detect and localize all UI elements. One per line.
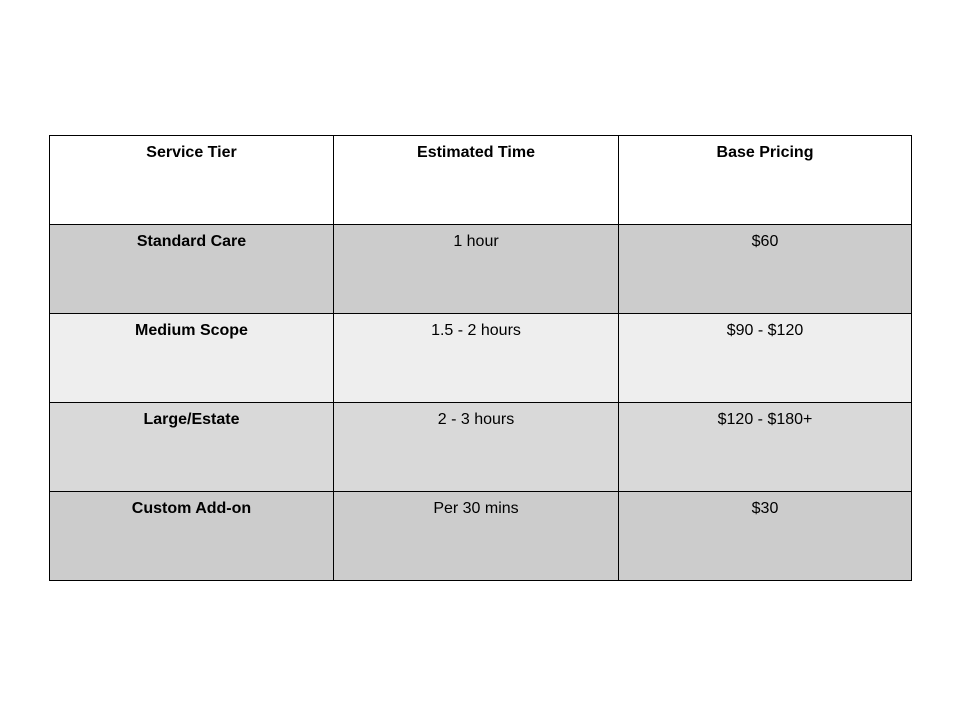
- table-header-row: [50, 136, 912, 225]
- base-pricing-cell: $120 - $180+: [619, 403, 912, 492]
- service-tier-cell: Custom Add-on: [50, 492, 334, 581]
- base-pricing-cell: $90 - $120: [619, 314, 912, 403]
- table-row: [50, 403, 912, 492]
- service-tier-cell: Standard Care: [50, 225, 334, 314]
- estimated-time-cell: 2 - 3 hours: [334, 403, 619, 492]
- table-row: [50, 492, 912, 581]
- service-tier-cell: Medium Scope: [50, 314, 334, 403]
- header-base-pricing: Base Pricing: [619, 136, 912, 225]
- service-tier-cell: Large/Estate: [50, 403, 334, 492]
- base-pricing-cell: $60: [619, 225, 912, 314]
- table-row: [50, 314, 912, 403]
- estimated-time-cell: 1.5 - 2 hours: [334, 314, 619, 403]
- base-pricing-cell: $30: [619, 492, 912, 581]
- estimated-time-cell: 1 hour: [334, 225, 619, 314]
- header-estimated-time: Estimated Time: [334, 136, 619, 225]
- header-service-tier: Service Tier: [50, 136, 334, 225]
- table-row: [50, 225, 912, 314]
- estimated-time-cell: Per 30 mins: [334, 492, 619, 581]
- pricing-table: [49, 135, 912, 581]
